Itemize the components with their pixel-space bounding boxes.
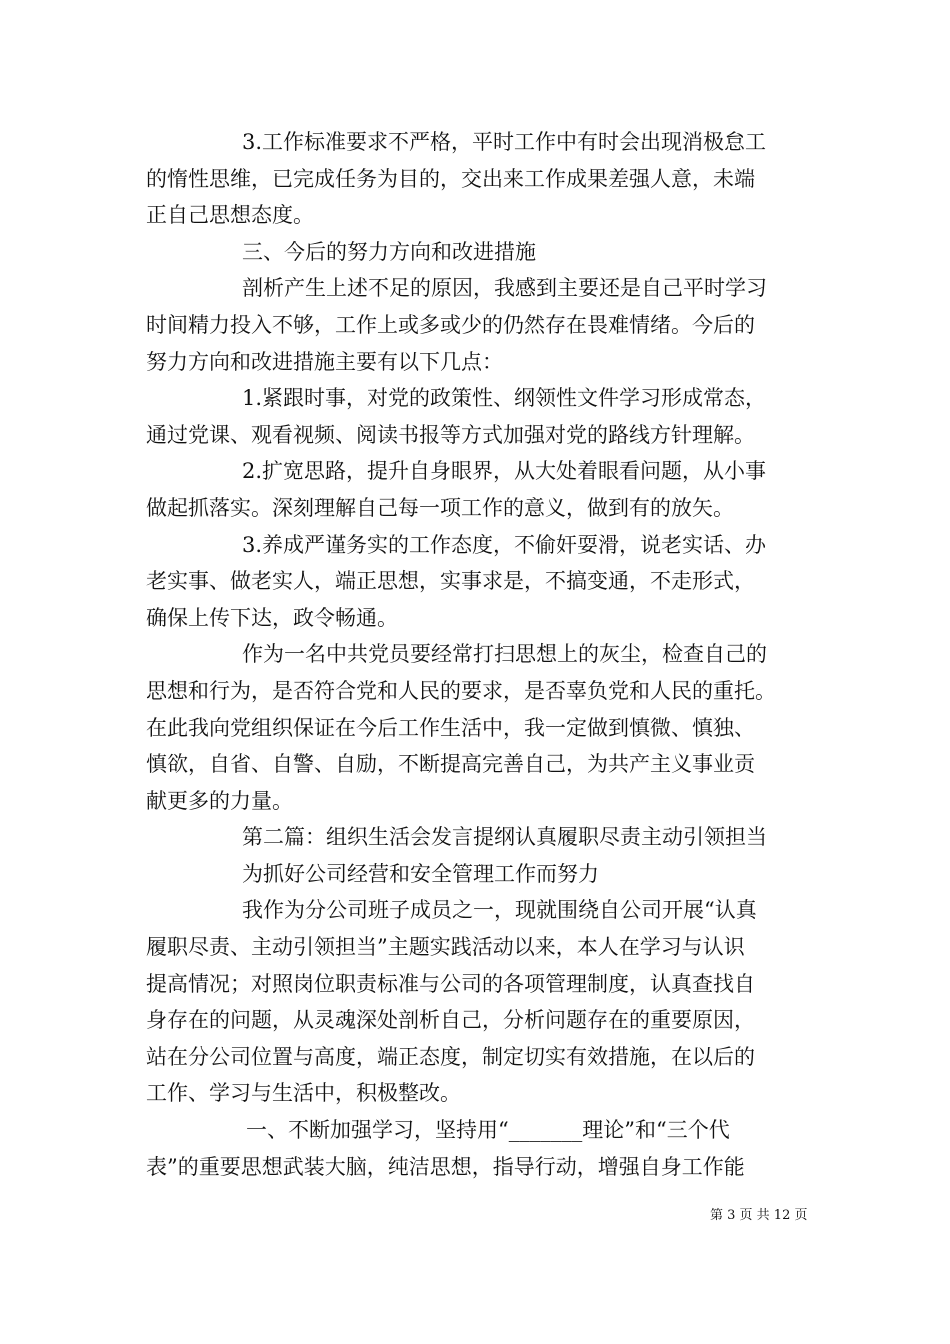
paragraph-line: 我作为分公司班子成员之一，现就围绕自公司开展“认真: [242, 898, 757, 923]
paragraph-line: 思想和行为，是否符合党和人民的要求，是否辜负党和人民的重托。: [146, 678, 776, 703]
paragraph-line: 慎欲，自省、自警、自励，不断提高完善自己，为共产主义事业贡: [146, 752, 755, 777]
section-heading: 三、今后的努力方向和改进措施: [242, 239, 536, 264]
paragraph-line: 通过党课、观看视频、阅读书报等方式加强对党的路线方针理解。: [146, 422, 755, 447]
paragraph-line: 履职尽责、主动引领担当”主题实践活动以来，本人在学习与认识: [146, 935, 745, 960]
article-title: 第二篇：组织生活会发言提纲认真履职尽责主动引领担当: [242, 825, 767, 850]
paragraph-line: 2.扩宽思路，提升自身眼界，从大处着眼看问题，从小事: [242, 459, 767, 484]
paragraph-line: 献更多的力量。: [146, 788, 293, 813]
paragraph-line: 1.紧跟时事，对党的政策性、纲领性文件学习形成常态，: [242, 386, 767, 411]
paragraph-line: 努力方向和改进措施主要有以下几点：: [146, 349, 503, 374]
paragraph-line: 提高情况；对照岗位职责标准与公司的各项管理制度，认真查找自: [146, 971, 755, 996]
paragraph-line: 的惰性思维，已完成任务为目的，交出来工作成果差强人意，未端: [146, 166, 755, 191]
paragraph-line: 身存在的问题，从灵魂深处剖析自己，分析问题存在的重要原因，: [146, 1008, 755, 1033]
paragraph-line: 3.养成严谨务实的工作态度，不偷奸耍滑，说老实话、办: [242, 532, 767, 557]
paragraph-line: 作为一名中共党员要经常打扫思想上的灰尘，检查自己的: [242, 642, 767, 667]
paragraph-line: 站在分公司位置与高度，端正态度，制定切实有效措施，在以后的: [146, 1044, 755, 1069]
paragraph-line: 表”的重要思想武装大脑，纯洁思想，指导行动，增强自身工作能: [146, 1154, 745, 1179]
page-number: 第 3 页 共 12 页: [710, 1208, 808, 1223]
body-text: [146, 124, 806, 1185]
paragraph-line: 时间精力投入不够，工作上或多或少的仍然存在畏难情绪。今后的: [146, 312, 755, 337]
section-heading: 一、不断加强学习，坚持用“_______理论”和“三个代: [246, 1118, 730, 1143]
paragraph-line: 剖析产生上述不足的原因，我感到主要还是自己平时学习: [242, 276, 767, 301]
paragraph-line: 做起抓落实。深刻理解自己每一项工作的意义，做到有的放矢。: [146, 495, 734, 520]
paragraph-line: 在此我向党组织保证在今后工作生活中，我一定做到慎微、慎独、: [146, 715, 755, 740]
paragraph-line: 确保上传下达，政令畅通。: [146, 605, 398, 630]
paragraph-line: 正自己思想态度。: [146, 203, 314, 228]
paragraph-line: 3.工作标准要求不严格，平时工作中有时会出现消极怠工: [242, 130, 767, 154]
paragraph-line: 工作、学习与生活中，积极整改。: [146, 1081, 461, 1106]
article-title: 为抓好公司经营和安全管理工作而努力: [242, 861, 599, 886]
paragraph-line: 老实事、做老实人，端正思想，实事求是，不搞变通，不走形式，: [146, 569, 755, 594]
